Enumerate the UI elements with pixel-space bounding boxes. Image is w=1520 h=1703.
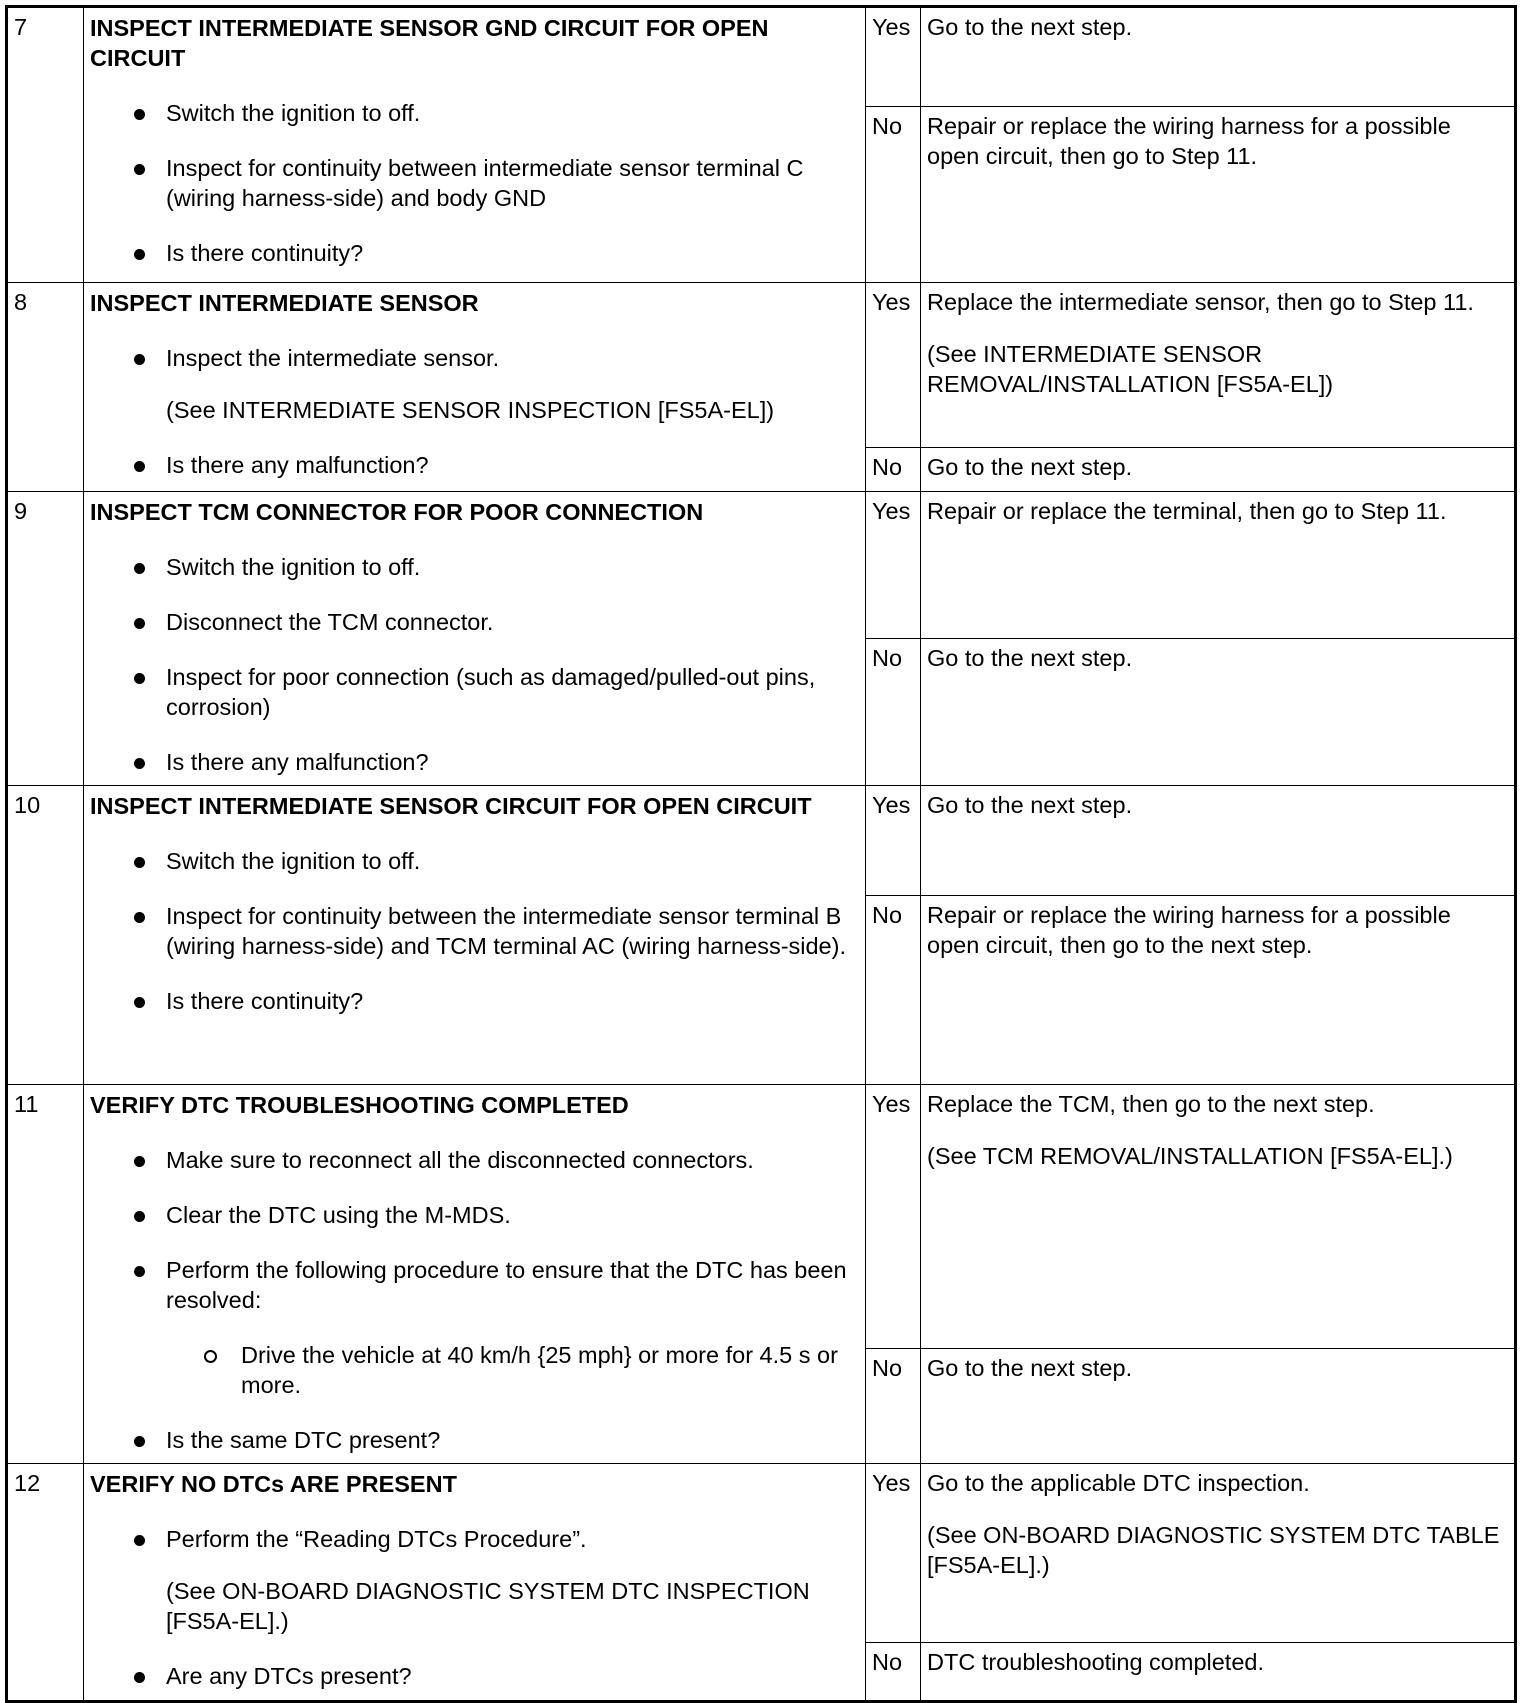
yes-action-text: (See ON-BOARD DIAGNOSTIC SYSTEM DTC TABLE [FS5A-EL].)	[927, 1522, 1500, 1578]
instruction-item: Perform the following procedure to ensure that the DTC has been resolved:	[90, 1255, 857, 1315]
yes-label: Yes	[866, 492, 921, 639]
table-body	[7, 7, 1516, 1702]
yes-action-text: (See INTERMEDIATE SENSOR REMOVAL/INSTALLATION [FS5A-EL])	[927, 341, 1334, 397]
yes-action-text: Repair or replace the terminal, then go to Step 11.	[927, 498, 1447, 524]
instruction-item: Inspect for continuity between the intermediate sensor terminal B (wiring harness-side) and TCM terminal AC (wiring harness-side).	[90, 901, 857, 961]
instruction-item: Is the same DTC present?	[90, 1425, 857, 1455]
yes-action	[921, 786, 1516, 896]
no-label: No	[866, 639, 921, 786]
step-procedure	[84, 786, 866, 1085]
step-instruction-list	[90, 1145, 857, 1455]
step-title: INSPECT INTERMEDIATE SENSOR	[90, 290, 479, 316]
no-action-text: Go to the next step.	[927, 1355, 1133, 1381]
instruction-item: Is there any malfunction?	[90, 450, 857, 480]
table-row	[7, 7, 1516, 107]
yes-action-text: Replace the intermediate sensor, then go to Step 11.	[927, 289, 1474, 315]
step-instruction-list	[90, 846, 857, 1016]
yes-action-text: Go to the applicable DTC inspection.	[927, 1470, 1310, 1496]
yes-action-text: Replace the TCM, then go to the next step.	[927, 1091, 1375, 1117]
yes-label: Yes	[866, 283, 921, 448]
step-title: INSPECT INTERMEDIATE SENSOR GND CIRCUIT FOR OPEN CIRCUIT	[90, 15, 769, 71]
step-number: 9	[7, 492, 84, 786]
step-instruction-list	[90, 1524, 857, 1691]
step-number: 8	[7, 283, 84, 492]
table-row	[7, 492, 1516, 639]
step-procedure	[84, 283, 866, 492]
yes-label: Yes	[866, 1085, 921, 1349]
instruction-item: Is there continuity?	[90, 986, 857, 1016]
instruction-item: Disconnect the TCM connector.	[90, 607, 857, 637]
step-procedure	[84, 492, 866, 786]
no-label: No	[866, 1349, 921, 1464]
step-procedure	[84, 7, 866, 283]
step-title: VERIFY NO DTCs ARE PRESENT	[90, 1471, 457, 1497]
instruction-item: Clear the DTC using the M-MDS.	[90, 1200, 857, 1230]
diagnostic-procedure-table	[5, 5, 1517, 1703]
step-title: VERIFY DTC TROUBLESHOOTING COMPLETED	[90, 1092, 629, 1118]
yes-label: Yes	[866, 786, 921, 896]
instruction-item: Switch the ignition to off.	[90, 98, 857, 128]
no-action	[921, 896, 1516, 1085]
step-number: 10	[7, 786, 84, 1085]
sub-instruction-item: Drive the vehicle at 40 km/h {25 mph} or more for 4.5 s or more.	[90, 1340, 857, 1400]
instruction-item: Is there continuity?	[90, 238, 857, 268]
instruction-item: Inspect for continuity between intermediate sensor terminal C (wiring harness-side) and body GND	[90, 153, 857, 213]
no-label: No	[866, 1643, 921, 1702]
step-number: 11	[7, 1085, 84, 1464]
no-action-text: Repair or replace the wiring harness for a possible open circuit, then go to the next step.	[927, 902, 1451, 958]
instruction-item: Make sure to reconnect all the disconnected connectors.	[90, 1145, 857, 1175]
no-action	[921, 1643, 1516, 1702]
yes-action	[921, 1085, 1516, 1349]
instruction-item: Inspect for poor connection (such as damaged/pulled-out pins, corrosion)	[90, 662, 857, 722]
yes-action-text: Go to the next step.	[927, 14, 1133, 40]
no-action-text: DTC troubleshooting completed.	[927, 1649, 1265, 1675]
step-procedure	[84, 1085, 866, 1464]
no-action	[921, 107, 1516, 283]
table-row	[7, 786, 1516, 896]
step-instruction-list	[90, 98, 857, 268]
no-action	[921, 448, 1516, 492]
yes-action	[921, 283, 1516, 448]
no-label: No	[866, 107, 921, 283]
yes-action-text: (See TCM REMOVAL/INSTALLATION [FS5A-EL].)	[927, 1143, 1453, 1169]
no-label: No	[866, 448, 921, 492]
instruction-item: Are any DTCs present?	[90, 1661, 857, 1691]
reference-note: (See ON-BOARD DIAGNOSTIC SYSTEM DTC INSPECTION [FS5A-EL].)	[166, 1578, 810, 1634]
yes-action	[921, 7, 1516, 107]
no-action	[921, 639, 1516, 786]
step-instruction-list	[90, 343, 857, 480]
table-row	[7, 1085, 1516, 1349]
instruction-item: Is there any malfunction?	[90, 747, 857, 777]
yes-label: Yes	[866, 7, 921, 107]
reference-note: (See INTERMEDIATE SENSOR INSPECTION [FS5A-EL])	[166, 397, 775, 423]
step-title: INSPECT TCM CONNECTOR FOR POOR CONNECTION	[90, 499, 704, 525]
no-action-text: Repair or replace the wiring harness for a possible open circuit, then go to Step 11.	[927, 113, 1451, 169]
no-action-text: Go to the next step.	[927, 454, 1133, 480]
no-label: No	[866, 896, 921, 1085]
step-number: 12	[7, 1464, 84, 1702]
instruction-item: Switch the ignition to off.	[90, 552, 857, 582]
yes-action	[921, 492, 1516, 639]
instruction-item: Inspect the intermediate sensor.	[90, 343, 857, 373]
no-action-text: Go to the next step.	[927, 645, 1133, 671]
no-action	[921, 1349, 1516, 1464]
yes-action	[921, 1464, 1516, 1643]
table-row	[7, 1464, 1516, 1643]
table-row	[7, 283, 1516, 448]
yes-action-text: Go to the next step.	[927, 792, 1133, 818]
step-title: INSPECT INTERMEDIATE SENSOR CIRCUIT FOR OPEN CIRCUIT	[90, 793, 812, 819]
step-number: 7	[7, 7, 84, 283]
instruction-item: Switch the ignition to off.	[90, 846, 857, 876]
step-procedure	[84, 1464, 866, 1702]
yes-label: Yes	[866, 1464, 921, 1643]
step-instruction-list	[90, 552, 857, 777]
instruction-item: Perform the “Reading DTCs Procedure”.	[90, 1524, 857, 1554]
